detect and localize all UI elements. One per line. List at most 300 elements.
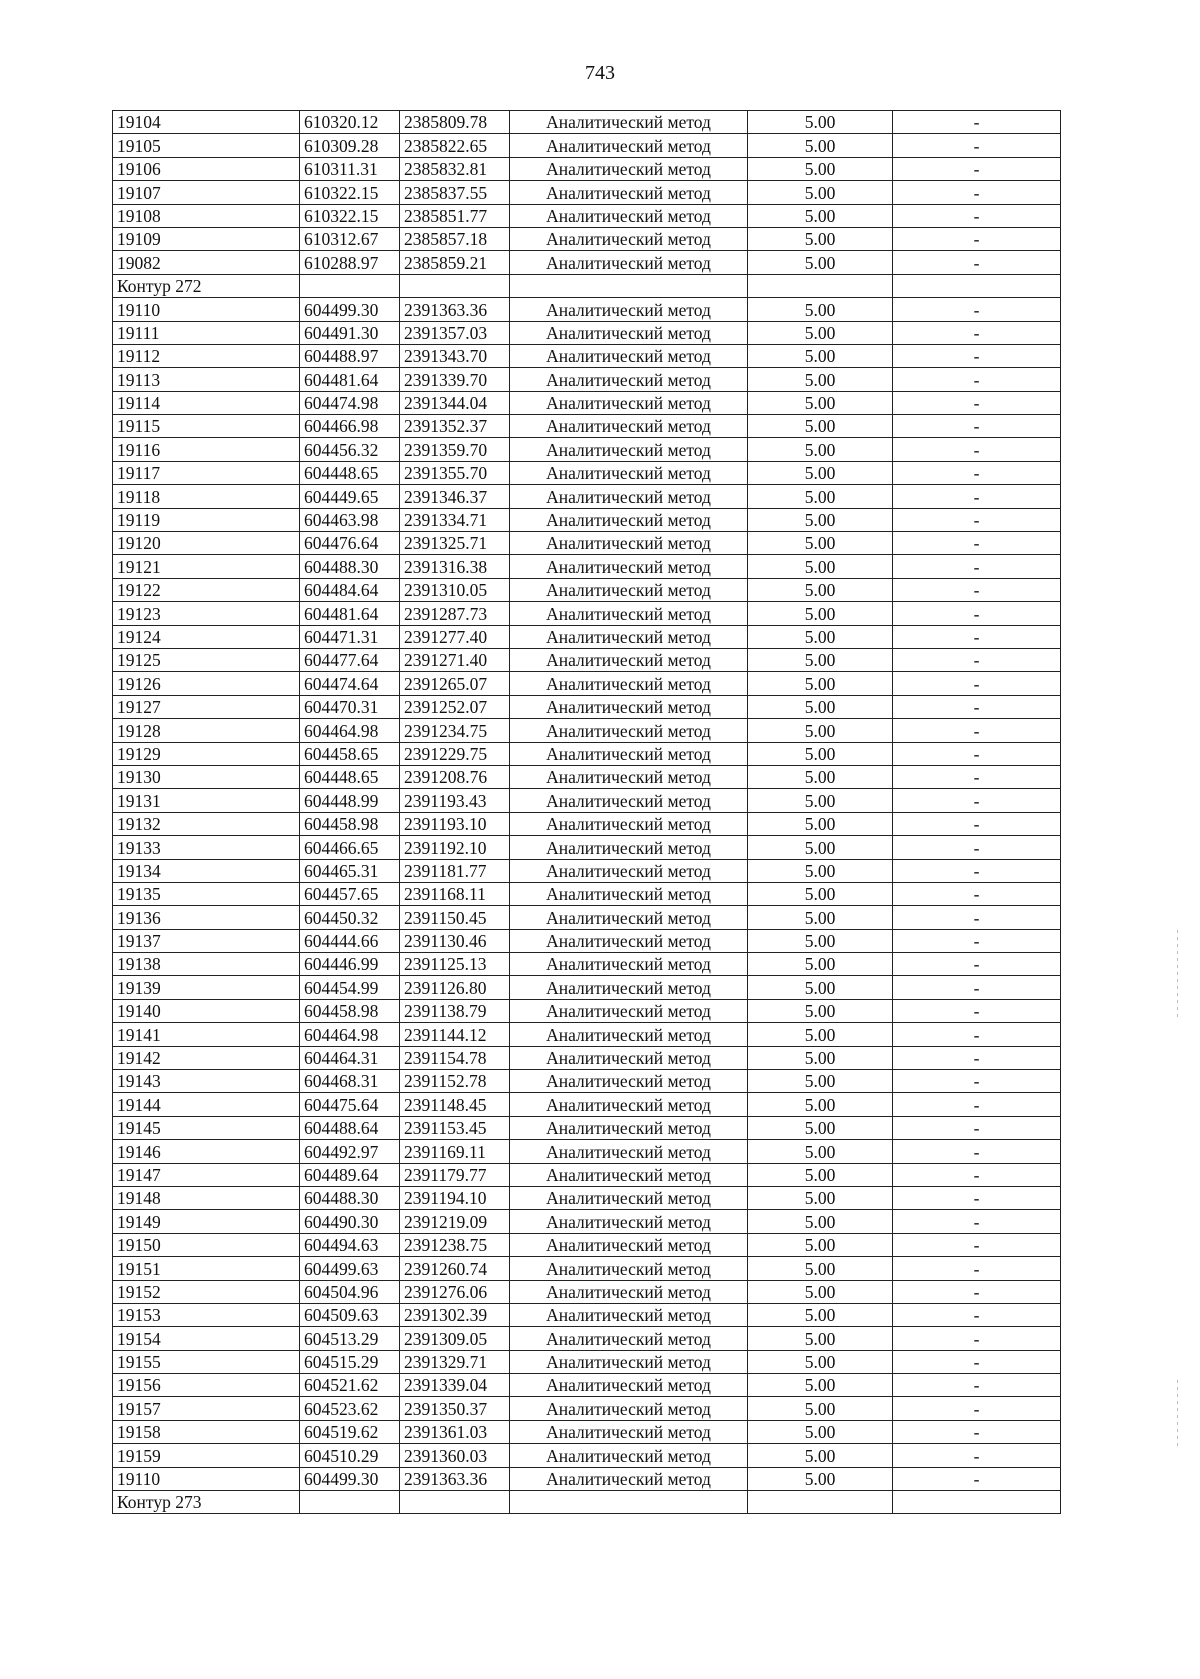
note-cell: - [893,695,1061,718]
method-cell: Аналитический метод [510,134,748,157]
accuracy-cell: 5.00 [748,1233,893,1256]
point-id-cell: 19110 [113,298,300,321]
point-id-cell: 19151 [113,1257,300,1280]
table-row [113,1233,1061,1256]
point-id-cell: 19125 [113,648,300,671]
x-coordinate-cell: 604471.31 [300,625,400,648]
method-cell: Аналитический метод [510,1374,748,1397]
note-cell [893,1491,1061,1514]
y-coordinate-cell: 2391346.37 [400,485,510,508]
accuracy-cell: 5.00 [748,1093,893,1116]
y-coordinate-cell: 2391150.45 [400,906,510,929]
accuracy-cell: 5.00 [748,251,893,274]
table-row [113,859,1061,882]
x-coordinate-cell: 604454.99 [300,976,400,999]
table-row [113,181,1061,204]
note-cell: - [893,999,1061,1022]
method-cell: Аналитический метод [510,1303,748,1326]
method-cell: Аналитический метод [510,368,748,391]
accuracy-cell: 5.00 [748,695,893,718]
table-row [113,415,1061,438]
accuracy-cell: 5.00 [748,812,893,835]
point-id-cell: 19145 [113,1116,300,1139]
accuracy-cell: 5.00 [748,999,893,1022]
method-cell: Аналитический метод [510,953,748,976]
method-cell: Аналитический метод [510,1420,748,1443]
note-cell: - [893,1046,1061,1069]
method-cell: Аналитический метод [510,1257,748,1280]
note-cell: - [893,1280,1061,1303]
y-coordinate-cell: 2385822.65 [400,134,510,157]
x-coordinate-cell: 604491.30 [300,321,400,344]
y-coordinate-cell: 2391238.75 [400,1233,510,1256]
note-cell: - [893,508,1061,531]
x-coordinate-cell: 604488.30 [300,1186,400,1209]
y-coordinate-cell: 2391153.45 [400,1116,510,1139]
x-coordinate-cell: 604513.29 [300,1327,400,1350]
table-row [113,1327,1061,1350]
x-coordinate-cell: 610312.67 [300,227,400,250]
note-cell: - [893,836,1061,859]
note-cell: - [893,719,1061,742]
method-cell: Аналитический метод [510,1023,748,1046]
point-id-cell: 19154 [113,1327,300,1350]
point-id-cell: 19117 [113,461,300,484]
table-row [113,976,1061,999]
y-coordinate-cell: 2391339.70 [400,368,510,391]
table-row [113,1374,1061,1397]
accuracy-cell: 5.00 [748,836,893,859]
note-cell: - [893,1140,1061,1163]
method-cell: Аналитический метод [510,1233,748,1256]
x-coordinate-cell: 610320.12 [300,111,400,134]
accuracy-cell: 5.00 [748,1186,893,1209]
table-row [113,298,1061,321]
x-coordinate-cell: 610288.97 [300,251,400,274]
x-coordinate-cell: 604515.29 [300,1350,400,1373]
accuracy-cell: 5.00 [748,1116,893,1139]
table-row [113,1210,1061,1233]
x-coordinate-cell: 604475.64 [300,1093,400,1116]
table-row [113,532,1061,555]
y-coordinate-cell: 2391271.40 [400,648,510,671]
x-coordinate-cell: 604519.62 [300,1420,400,1443]
x-coordinate-cell: 604458.98 [300,999,400,1022]
x-coordinate-cell: 604474.64 [300,672,400,695]
method-cell: Аналитический метод [510,157,748,180]
accuracy-cell: 5.00 [748,204,893,227]
x-coordinate-cell: 604458.98 [300,812,400,835]
method-cell: Аналитический метод [510,719,748,742]
x-coordinate-cell: 604494.63 [300,1233,400,1256]
point-id-cell: 19113 [113,368,300,391]
accuracy-cell: 5.00 [748,298,893,321]
table-row [113,1467,1061,1490]
accuracy-cell [748,274,893,297]
x-coordinate-cell: 604446.99 [300,953,400,976]
y-coordinate-cell: 2391309.05 [400,1327,510,1350]
point-id-cell: 19140 [113,999,300,1022]
table-row [113,929,1061,952]
method-cell: Аналитический метод [510,1046,748,1069]
table-row [113,1280,1061,1303]
accuracy-cell: 5.00 [748,508,893,531]
accuracy-cell: 5.00 [748,181,893,204]
method-cell: Аналитический метод [510,181,748,204]
accuracy-cell: 5.00 [748,555,893,578]
y-coordinate-cell: 2385859.21 [400,251,510,274]
y-coordinate-cell: 2391154.78 [400,1046,510,1069]
x-coordinate-cell: 604509.63 [300,1303,400,1326]
page-number: 743 [585,62,615,84]
method-cell: Аналитический метод [510,1467,748,1490]
y-coordinate-cell: 2391360.03 [400,1444,510,1467]
table-row [113,321,1061,344]
method-cell: Аналитический метод [510,438,748,461]
x-coordinate-cell: 604464.98 [300,1023,400,1046]
table-row [113,1444,1061,1467]
note-cell: - [893,1444,1061,1467]
note-cell: - [893,344,1061,367]
y-coordinate-cell: 2391302.39 [400,1303,510,1326]
point-id-cell: 19134 [113,859,300,882]
note-cell: - [893,438,1061,461]
accuracy-cell: 5.00 [748,1374,893,1397]
point-id-cell: 19105 [113,134,300,157]
y-coordinate-cell: 2391276.06 [400,1280,510,1303]
point-id-cell: 19131 [113,789,300,812]
note-cell [893,274,1061,297]
note-cell: - [893,1467,1061,1490]
x-coordinate-cell: 610311.31 [300,157,400,180]
y-coordinate-cell: 2391208.76 [400,765,510,788]
x-coordinate-cell: 604476.64 [300,532,400,555]
method-cell: Аналитический метод [510,1116,748,1139]
point-id-cell: 19128 [113,719,300,742]
y-coordinate-cell: 2391329.71 [400,1350,510,1373]
note-cell: - [893,1186,1061,1209]
table-row [113,555,1061,578]
point-id-cell: 19122 [113,578,300,601]
note-cell: - [893,1350,1061,1373]
point-id-cell: 19108 [113,204,300,227]
y-coordinate-cell: 2391169.11 [400,1140,510,1163]
table-row [113,812,1061,835]
table-row [113,1023,1061,1046]
point-id-cell: 19159 [113,1444,300,1467]
table-row [113,836,1061,859]
x-coordinate-cell: 604465.31 [300,859,400,882]
note-cell: - [893,602,1061,625]
point-id-cell: 19149 [113,1210,300,1233]
accuracy-cell: 5.00 [748,789,893,812]
y-coordinate-cell: 2391355.70 [400,461,510,484]
note-cell: - [893,742,1061,765]
table-row [113,742,1061,765]
table-row [113,438,1061,461]
method-cell: Аналитический метод [510,1070,748,1093]
note-cell: - [893,906,1061,929]
accuracy-cell: 5.00 [748,742,893,765]
method-cell: Аналитический метод [510,648,748,671]
note-cell: - [893,391,1061,414]
accuracy-cell: 5.00 [748,438,893,461]
table-row [113,672,1061,695]
accuracy-cell: 5.00 [748,719,893,742]
note-cell: - [893,929,1061,952]
y-coordinate-cell: 2391125.13 [400,953,510,976]
y-coordinate-cell [400,274,510,297]
point-id-cell: 19114 [113,391,300,414]
y-coordinate-cell [400,1491,510,1514]
accuracy-cell: 5.00 [748,648,893,671]
x-coordinate-cell: 604488.30 [300,555,400,578]
method-cell: Аналитический метод [510,391,748,414]
method-cell: Аналитический метод [510,602,748,625]
method-cell: Аналитический метод [510,461,748,484]
method-cell: Аналитический метод [510,1163,748,1186]
y-coordinate-cell: 2385837.55 [400,181,510,204]
note-cell: - [893,672,1061,695]
table-row [113,719,1061,742]
note-cell: - [893,485,1061,508]
scan-artifact [1177,1380,1178,1450]
method-cell: Аналитический метод [510,298,748,321]
contour-header-row [113,274,1061,297]
x-coordinate-cell: 604456.32 [300,438,400,461]
coordinates-table [112,110,1061,1514]
y-coordinate-cell: 2385857.18 [400,227,510,250]
note-cell: - [893,578,1061,601]
accuracy-cell: 5.00 [748,321,893,344]
method-cell: Аналитический метод [510,251,748,274]
note-cell: - [893,461,1061,484]
x-coordinate-cell: 604448.65 [300,765,400,788]
x-coordinate-cell: 604450.32 [300,906,400,929]
note-cell: - [893,1397,1061,1420]
table-row [113,204,1061,227]
point-id-cell: 19109 [113,227,300,250]
point-id-cell: 19104 [113,111,300,134]
scan-artifact [1177,930,1178,1020]
y-coordinate-cell: 2391234.75 [400,719,510,742]
point-id-cell: 19112 [113,344,300,367]
x-coordinate-cell: 604490.30 [300,1210,400,1233]
table-row [113,648,1061,671]
point-id-cell: 19139 [113,976,300,999]
point-id-cell: 19138 [113,953,300,976]
x-coordinate-cell: 610309.28 [300,134,400,157]
accuracy-cell: 5.00 [748,602,893,625]
table-row [113,1186,1061,1209]
method-cell: Аналитический метод [510,555,748,578]
x-coordinate-cell: 604477.64 [300,648,400,671]
y-coordinate-cell: 2391363.36 [400,298,510,321]
point-id-cell: 19110 [113,1467,300,1490]
method-cell: Аналитический метод [510,882,748,905]
y-coordinate-cell: 2391193.10 [400,812,510,835]
note-cell: - [893,859,1061,882]
table-row [113,485,1061,508]
y-coordinate-cell: 2391352.37 [400,415,510,438]
accuracy-cell: 5.00 [748,461,893,484]
table-row [113,789,1061,812]
method-cell: Аналитический метод [510,695,748,718]
accuracy-cell: 5.00 [748,1140,893,1163]
table-row [113,157,1061,180]
table-row [113,882,1061,905]
table-row [113,999,1061,1022]
x-coordinate-cell: 604484.64 [300,578,400,601]
table-row [113,251,1061,274]
method-cell: Аналитический метод [510,999,748,1022]
accuracy-cell: 5.00 [748,368,893,391]
accuracy-cell: 5.00 [748,1257,893,1280]
y-coordinate-cell: 2391339.04 [400,1374,510,1397]
accuracy-cell: 5.00 [748,485,893,508]
y-coordinate-cell: 2391179.77 [400,1163,510,1186]
point-id-cell: 19116 [113,438,300,461]
accuracy-cell: 5.00 [748,953,893,976]
y-coordinate-cell: 2391310.05 [400,578,510,601]
point-id-cell: 19143 [113,1070,300,1093]
method-cell: Аналитический метод [510,765,748,788]
accuracy-cell: 5.00 [748,227,893,250]
accuracy-cell: 5.00 [748,415,893,438]
point-id-cell: 19120 [113,532,300,555]
x-coordinate-cell: 604504.96 [300,1280,400,1303]
accuracy-cell: 5.00 [748,625,893,648]
y-coordinate-cell: 2391357.03 [400,321,510,344]
x-coordinate-cell: 604510.29 [300,1444,400,1467]
point-id-cell: 19155 [113,1350,300,1373]
point-id-cell: 19156 [113,1374,300,1397]
note-cell: - [893,812,1061,835]
method-cell: Аналитический метод [510,929,748,952]
x-coordinate-cell: 604444.66 [300,929,400,952]
point-id-cell: 19111 [113,321,300,344]
y-coordinate-cell: 2391192.10 [400,836,510,859]
note-cell: - [893,532,1061,555]
point-id-cell: 19141 [113,1023,300,1046]
y-coordinate-cell: 2391138.79 [400,999,510,1022]
method-cell: Аналитический метод [510,1140,748,1163]
accuracy-cell: 5.00 [748,134,893,157]
y-coordinate-cell: 2391343.70 [400,344,510,367]
table-row [113,508,1061,531]
method-cell: Аналитический метод [510,859,748,882]
table-row [113,461,1061,484]
note-cell: - [893,1327,1061,1350]
note-cell: - [893,1163,1061,1186]
y-coordinate-cell: 2385851.77 [400,204,510,227]
y-coordinate-cell: 2391277.40 [400,625,510,648]
table-row [113,1420,1061,1443]
accuracy-cell: 5.00 [748,882,893,905]
note-cell: - [893,765,1061,788]
table-row [113,111,1061,134]
accuracy-cell: 5.00 [748,906,893,929]
note-cell: - [893,157,1061,180]
x-coordinate-cell: 604468.31 [300,1070,400,1093]
table-row [113,391,1061,414]
note-cell: - [893,1070,1061,1093]
table-row [113,906,1061,929]
x-coordinate-cell: 610322.15 [300,181,400,204]
y-coordinate-cell: 2391359.70 [400,438,510,461]
method-cell: Аналитический метод [510,742,748,765]
x-coordinate-cell: 604464.31 [300,1046,400,1069]
accuracy-cell: 5.00 [748,578,893,601]
x-coordinate-cell: 604466.98 [300,415,400,438]
x-coordinate-cell: 604474.98 [300,391,400,414]
x-coordinate-cell: 604448.99 [300,789,400,812]
y-coordinate-cell: 2391130.46 [400,929,510,952]
point-id-cell: 19106 [113,157,300,180]
y-coordinate-cell: 2391325.71 [400,532,510,555]
table-row [113,1257,1061,1280]
contour-label: Контур 272 [113,274,300,297]
point-id-cell: 19121 [113,555,300,578]
contour-header-row [113,1491,1061,1514]
accuracy-cell: 5.00 [748,672,893,695]
method-cell: Аналитический метод [510,344,748,367]
point-id-cell: 19147 [113,1163,300,1186]
accuracy-cell: 5.00 [748,1467,893,1490]
x-coordinate-cell: 604499.63 [300,1257,400,1280]
point-id-cell: 19115 [113,415,300,438]
table-row [113,578,1061,601]
note-cell: - [893,181,1061,204]
method-cell: Аналитический метод [510,1186,748,1209]
y-coordinate-cell: 2391350.37 [400,1397,510,1420]
method-cell: Аналитический метод [510,976,748,999]
y-coordinate-cell: 2391144.12 [400,1023,510,1046]
accuracy-cell [748,1491,893,1514]
note-cell: - [893,1093,1061,1116]
table-row [113,1116,1061,1139]
note-cell: - [893,1374,1061,1397]
note-cell: - [893,415,1061,438]
x-coordinate-cell: 604489.64 [300,1163,400,1186]
accuracy-cell: 5.00 [748,1303,893,1326]
method-cell: Аналитический метод [510,672,748,695]
table-row [113,227,1061,250]
table-row [113,134,1061,157]
x-coordinate-cell: 610322.15 [300,204,400,227]
method-cell: Аналитический метод [510,415,748,438]
y-coordinate-cell: 2391126.80 [400,976,510,999]
note-cell: - [893,882,1061,905]
note-cell: - [893,204,1061,227]
note-cell: - [893,251,1061,274]
x-coordinate-cell: 604521.62 [300,1374,400,1397]
accuracy-cell: 5.00 [748,765,893,788]
x-coordinate-cell: 604499.30 [300,1467,400,1490]
note-cell: - [893,789,1061,812]
y-coordinate-cell: 2391219.09 [400,1210,510,1233]
note-cell: - [893,321,1061,344]
note-cell: - [893,625,1061,648]
accuracy-cell: 5.00 [748,157,893,180]
accuracy-cell: 5.00 [748,859,893,882]
x-coordinate-cell: 604488.97 [300,344,400,367]
y-coordinate-cell: 2385809.78 [400,111,510,134]
method-cell: Аналитический метод [510,508,748,531]
accuracy-cell: 5.00 [748,1210,893,1233]
point-id-cell: 19124 [113,625,300,648]
point-id-cell: 19126 [113,672,300,695]
